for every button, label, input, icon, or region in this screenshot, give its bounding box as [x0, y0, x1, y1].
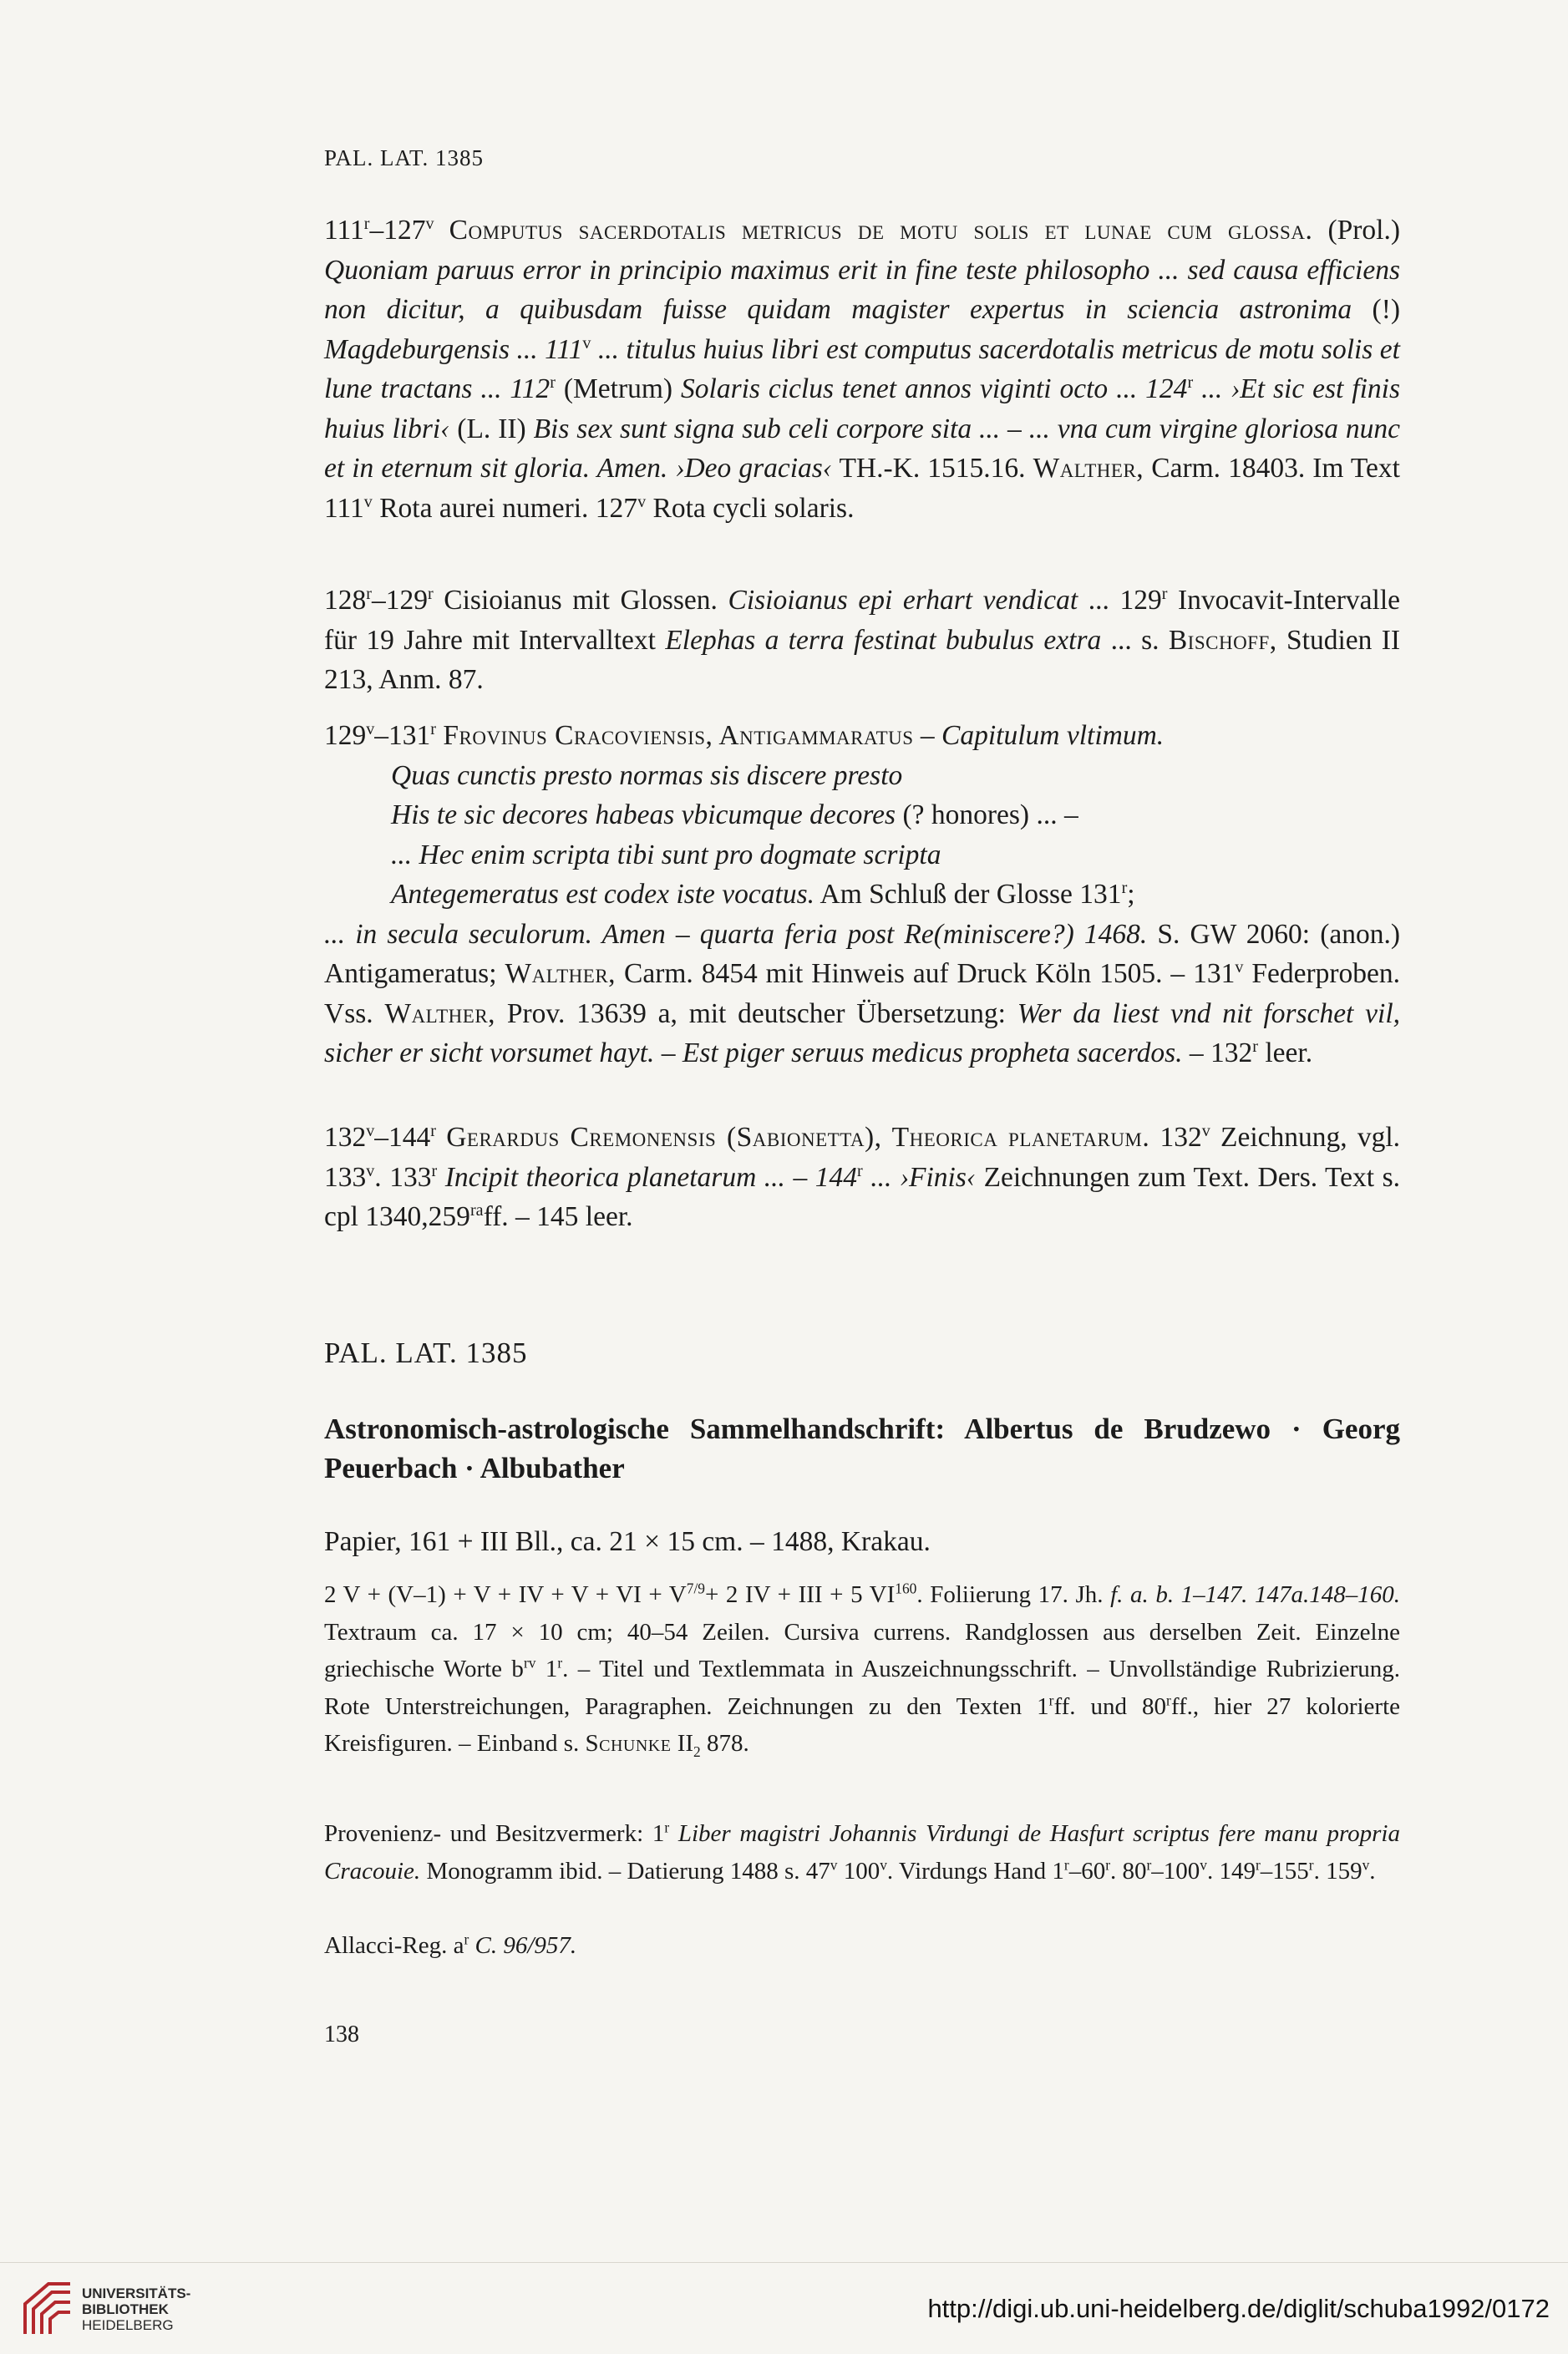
- folio-range: 132: [324, 1122, 367, 1153]
- work-title: Computus sacerdotalis metricus de motu solis et lunae cum glossa.: [449, 215, 1313, 246]
- provenance: Provenienz- und Besitzvermerk: 1$^r$ Liber magistri Johannis Virdungi de Hasfurt scriptus fere manu propria Cracouie. Monogramm ibid. – Datierung 1488 s. 47$^v$ 100$^v$. Virdungs Hand 1$^r$–60$^r$. 80$^r$–100$^v$. 149$^r$–155$^r$. 159$^v$.: [324, 1819, 1400, 1885]
- library-name: UNIVERSITÄTS- BIBLIOTHEK HEIDELBERG: [82, 2286, 191, 2333]
- folio-range: 111: [324, 215, 364, 246]
- entry-computus: 111$^r$–127$^v$ Computus sacerdotalis metricus de motu solis et lunae cum glossa. (Prol.) Quoniam paruus error in principio maximus erit in fine teste philosopho ... sed causa efficiens non dicitur, a quibusdam fuisse quidam magister expertus in sciencia astronima (!) Magdeburgensis ... 111$^v$ ... titulus huius libri est computus sacerdotalis metricus de motu solis et lune tractans ... 112$^r$ (Metrum) Solaris ciclus tenet annos viginti octo ... 124$^r$ ... ›Et sic est finis huius libri‹ (L. II) Bis sex sunt signa sub celi corpore sita ... – ... vna cum virgine gloriosa nunc et in eternum sit gloria. Amen. ›Deo gracias‹ TH.-K. 1515.16. Walther, Carm. 18403. Im Text 111$^v$ Rota aurei numeri. 127$^v$ Rota cycli solaris.: [324, 214, 1401, 524]
- codicological-description: 2 V + (V–1) + V + IV + V + VI + $V^{7/9}+ 2$ IV + III + 5 VI$^{160}$. Foliierung 17. Jh. f. a. b. 1–147. 147a.148–160. Textraum ca. 17 × 10 cm; 40–54 Zeilen. Cursiva currens. Randglossen aus derselben Zeit. Einzelne griechische Worte $b^{rv}$ 1$^r$. – Titel und Textlemmata in Auszeichnungsschrift. – Unvollständige Rubrizierung. Rote Unterstreichungen, Paragraphen. Zeichnungen zu den Texten 1$^r$ff. und 80$^r$ff., hier 27 kolorierte Kreisfiguren. – Einband s. Schunke $II_2$ 878.: [324, 1580, 1401, 1760]
- folio-range: 128: [324, 585, 367, 616]
- section-heading: PAL. LAT. 1385: [324, 1337, 528, 1369]
- folio-range: 129: [324, 720, 367, 751]
- allacci-register: Allacci-Reg. $a^r$ C. 96/957.: [324, 1930, 577, 1959]
- page-number: 138: [324, 2022, 359, 2047]
- entry-antigammaratus: 129$^v$–131$^r$ Frovinus Cracoviensis, Antigammaratus – Capitulum vltimum. Quas cunctis presto normas sis discere presto His te sic decores habeas vbicumque decores (? honores) ... – ... Hec enim scripta tibi sunt pro dogmate scripta Antegemeratus est codex iste vocatus. Am Schluß der Glosse 131$^r$; ... in secula seculorum. Amen – quarta feria post Re(miniscere?) 1468. S. GW 2060: (anon.) Antigameratus; Walther, Carm. 8454 mit Hinweis auf Druck Köln 1505. – 131$^v$ Federproben. Vss. Walther, Prov. 13639 a, mit deutscher Übersetzung: Wer da liest vnd nit forschet vil, sicher er sicht vorsumet hayt. – Est piger seruus medicus propheta sacerdos. – 132$^r$ leer.: [324, 719, 1401, 1068]
- physical-description: Papier, 161 + III Bll., ca. 21 × 15 cm. – 1488, Krakau.: [324, 1526, 931, 1557]
- verse-line: Antegemeratus est codex iste vocatus.: [391, 879, 814, 910]
- footer-divider: [0, 2262, 1568, 2263]
- running-head: PAL. LAT. 1385: [324, 145, 485, 170]
- library-logo-icon: [20, 2279, 75, 2339]
- source-url-link[interactable]: http://digi.ub.uni-heidelberg.de/diglit/schuba1992/0172: [927, 2294, 1550, 2323]
- entry-theorica: 132$^v$–144$^r$ Gerardus Cremonensis (Sabionetta), Theorica planetarum. 132$^v$ Zeichnung, vgl. 133$^v$. 133$^r$ Incipit theorica planetarum ... – 144$^r$ ... ›Finis‹ Zeichnungen zum Text. Ders. Text s. cpl $1340,259^{ra}ff$. – 145 leer.: [324, 1121, 1401, 1232]
- verse-line: Quas cunctis presto normas sis discere presto: [391, 759, 903, 791]
- verse-line: His te sic decores habeas vbicumque decores: [391, 799, 896, 830]
- verse-line: ... Hec enim scripta tibi sunt pro dogmate scripta: [391, 839, 941, 870]
- manuscript-title: Astronomisch-astrologische Sammelhandschrift: Albertus de Brudzewo · Georg Peuerbach · Albubather: [324, 1413, 1400, 1484]
- entry-cisioianus: 128$^r$–129$^r$ Cisioianus mit Glossen. Cisioianus epi erhart vendicat ... 129$^r$ Invocavit-Intervalle für 19 Jahre mit Intervalltext Elephas a terra festinat bubulus extra ... s. Bischoff, Studien II 213, Anm. 87.: [324, 584, 1401, 695]
